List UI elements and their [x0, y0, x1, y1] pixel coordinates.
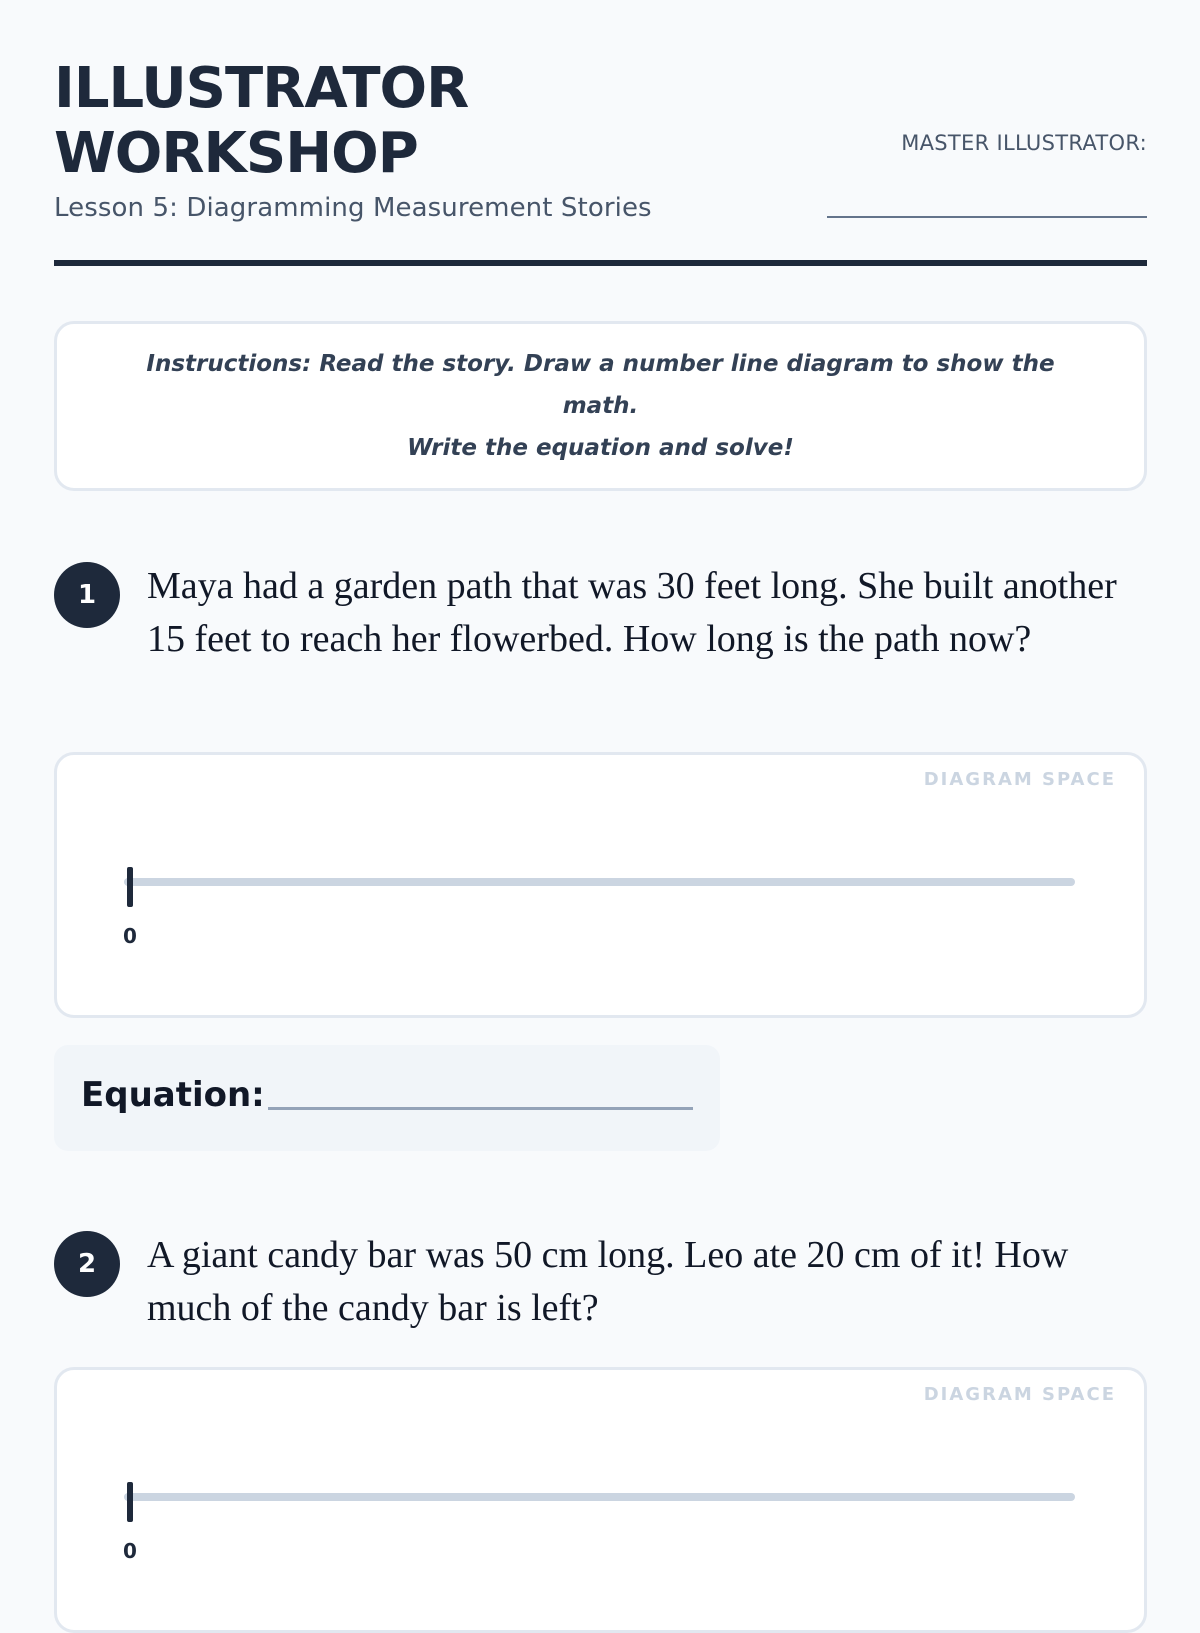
- number-line-zero-tick: [127, 867, 133, 907]
- page-title: [54, 56, 468, 186]
- instructions-text: [121, 343, 1080, 469]
- instructions-line-1: Instructions: Read the story. Draw a number line diagram to show the math.: [146, 351, 1055, 419]
- number-line-zero-label: 0: [123, 1539, 137, 1563]
- header-divider: [54, 260, 1147, 266]
- diagram-space-label: DIAGRAM SPACE: [923, 769, 1116, 790]
- equation-write-line[interactable]: [268, 1107, 693, 1110]
- worksheet-page: [54, 0, 1147, 1600]
- question-2-number-badge: 2: [54, 1231, 120, 1297]
- number-line-zero-label: 0: [123, 924, 137, 948]
- equation-label: Equation:: [81, 1075, 265, 1115]
- instructions-line-2: Write the equation and solve!: [407, 435, 794, 461]
- question-1-diagram-space[interactable]: [54, 752, 1147, 1018]
- diagram-space-label: DIAGRAM SPACE: [923, 1384, 1116, 1405]
- name-write-line[interactable]: [827, 216, 1147, 218]
- instructions-box: [54, 321, 1147, 491]
- question-1-equation-box: [54, 1045, 720, 1151]
- worksheet-header: [54, 56, 1147, 266]
- title-line-2: WORKSHOP: [54, 121, 418, 186]
- question-2-text: A giant candy bar was 50 cm long. Leo ate 20 cm of it! How much of the candy bar is left?: [147, 1234, 1069, 1329]
- question-1-number-badge: 1: [54, 562, 120, 628]
- master-illustrator-label: MASTER ILLUSTRATOR:: [901, 131, 1147, 155]
- number-line: [124, 878, 1075, 886]
- question-2-diagram-space[interactable]: [54, 1367, 1147, 1633]
- number-line-zero-tick: [127, 1482, 133, 1522]
- question-1-text: Maya had a garden path that was 30 feet long. She built another 15 feet to reach her flowerbed. How long is the path now?: [147, 565, 1117, 660]
- number-line: [124, 1493, 1075, 1501]
- lesson-subtitle: Lesson 5: Diagramming Measurement Stories: [54, 193, 652, 223]
- title-line-1: ILLUSTRATOR: [54, 56, 469, 121]
